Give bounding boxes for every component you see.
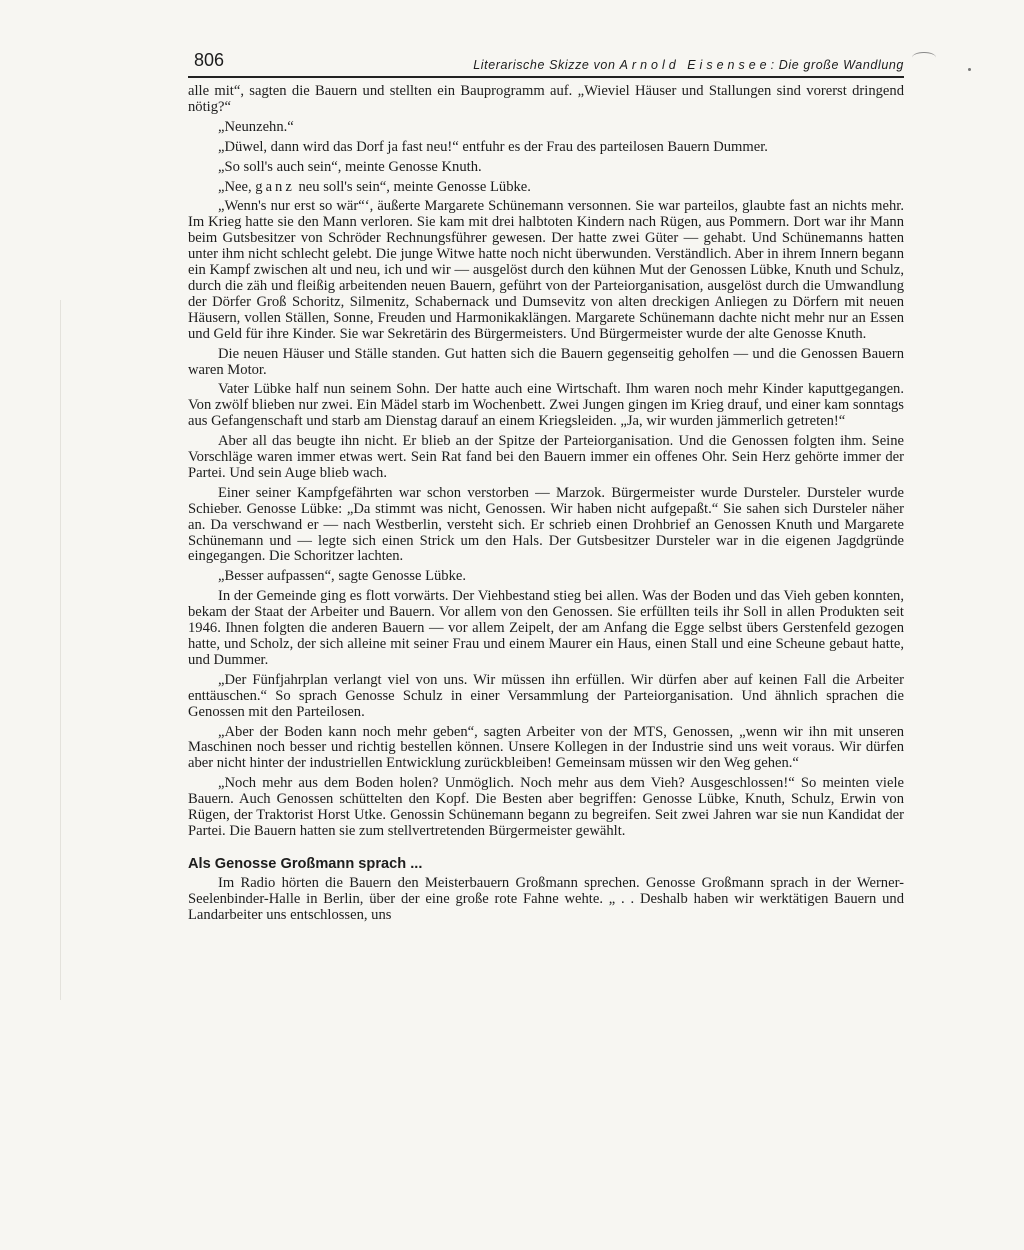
paragraph: „Neunzehn.“: [218, 118, 294, 135]
emphasized-word: ganz: [255, 178, 295, 195]
section-heading: Als Genosse Großmann sprach ...: [188, 855, 423, 872]
paragraph: Einer seiner Kampfgefährten war schon verstorben — Marzok. Bürgermeister wurde Dursteler. Dursteler wurde Schieber. Genosse Lübke: „Da stimmt was nicht, Genossen. Wir haben nicht aufgepaßt.“ Sie sahen sich Dursteler näher an. Da verschwand er — nach Westberlin, versteht sich. Er schrieb einen Drohbrief an Genossen Knuth und Margarete Schünemann und — legte sich einen Strick um den Hals. Der Gutsbesitzer Dursteler war in die eigenen Jagdgründe eingegangen. Die Schoritzer lachten.: [188, 484, 904, 565]
page-header: [188, 46, 904, 78]
paragraph: „Noch mehr aus dem Boden holen? Unmöglich. Noch mehr aus dem Vieh? Ausgeschlossen!“ So meinten viele Bauern. Auch Genossen schüttelten den Kopf. Die Besten aber begriffen: Genosse Lübke, Knuth, Schulz, Erwin von Rügen, der Traktorist Horst Utke. Genossin Schünemann begann zu begreifen. Seit zwei Jahren war sie nun Kandidat der Partei. Die Bauern hatten sie zum stellvertretenden Bürgermeister gewählt.: [188, 775, 904, 839]
running-title-suffix: : Die große Wandlung: [770, 58, 904, 72]
margin-shadow: [60, 300, 61, 1000]
paragraph: „Aber der Boden kann noch mehr geben“, sagten Arbeiter von der MTS, Genossen, „wenn wir ihn mit unseren Maschinen noch besser und richtig bestellen können. Unsere Kollegen in der Industrie sind uns weit voraus. Wir dürfen aber nicht hinter der industriellen Entwicklung zurückbleiben! Gemeinsam müssen wir den Weg gehen.“: [188, 723, 904, 772]
scan-speck: [968, 68, 971, 71]
running-title: [473, 58, 904, 72]
paragraph: alle mit“, sagten die Bauern und stellten ein Bauprogramm auf. „Wieviel Häuser und Stallungen sind vorerst dringend nötig?“: [188, 83, 904, 115]
paragraph: „Besser aufpassen“, sagte Genosse Lübke.: [218, 568, 467, 585]
document-page: [188, 46, 904, 928]
paragraph: Im Radio hörten die Bauern den Meisterbauern Großmann sprechen. Genosse Großmann sprach in der Werner-Seelenbinder-Halle in Berlin, über der eine große rote Fahne wehte. „ . . Deshalb haben wir werktätigen Bauern und Landarbeiter uns entschlossen, uns: [188, 874, 904, 923]
text-run: „Nee,: [218, 178, 256, 195]
text-run: neu soll's sein“, meinte Genosse Lübke.: [294, 178, 531, 195]
running-title-author: Arnold Eisensee: [619, 58, 771, 72]
paragraph: Vater Lübke half nun seinem Sohn. Der hatte auch eine Wirtschaft. Ihm waren noch mehr Kinder kaputtgegangen. Von zwölf blieben nur zwei. Ein Mädel starb im Wochenbett. Zwei Jungen gingen im Krieg drauf, und einer kam sonntags aus Gefangenschaft und starb am Dienstag darauf an einem Kriegsleiden. „Ja, wir wurden jämmerlich getreten!“: [188, 381, 904, 430]
paragraph: Die neuen Häuser und Ställe standen. Gut hatten sich die Bauern gegenseitig geholfen — und die Genossen Bauern waren Motor.: [188, 345, 904, 378]
paragraph: „Düwel, dann wird das Dorf ja fast neu!“ entfuhr es der Frau des parteilosen Bauern Dummer.: [218, 138, 768, 155]
paragraph: „Wenn's nur erst so wär“‘, äußerte Margarete Schünemann versonnen. Sie war parteilos, glaubte fast an nichts mehr. Im Krieg hatte sie den Mann verloren. Sie kam mit drei halbtoten Kindern nach Rügen, aus Pommern. Dort war ihr Mann beim Gutsbesitzer von Schröder Rechnungsführer gewesen. Der hatte zwei Güter — gehabt. Und Schünemanns hatten unter ihm nicht schlecht gelebt. Die junge Witwe hatte noch nicht überwunden. Verständlich. Aber in ihrem Innern begann ein Kampf zwischen alt und neu, ich und wir — ausgelöst durch den kühnen Mut der Genossen Lübke, Knuth und Schulz, durch die zäh und fleißig arbeitenden neuen Bauern, geführt von der Parteiorganisation, ausgelöst durch die Umwandlung der Dörfer Groß Schoritz, Silmenitz, Schabernack und Dumsevitz von alten dreckigen Anliegen zu Dörfern mit neuen Häusern, vollen Ställen, Sonne, Freuden und Harmonikaklängen. Margarete Schünemann dachte nicht mehr nur an Essen und Geld für ihre Kinder. Sie war Sekretärin des Bürgermeisters. Und Bürgermeister wurde der alte Genosse Knuth.: [188, 198, 904, 342]
paragraph: „So soll's auch sein“, meinte Genosse Knuth.: [218, 158, 482, 175]
corner-scan-mark: [912, 52, 936, 63]
paragraph: „Der Fünfjahrplan verlangt viel von uns. Wir müssen ihn erfüllen. Wir dürfen aber auf keinen Fall die Arbeiter enttäuschen.“ So sprach Genosse Schulz in einer Versammlung der Parteiorganisation. Und ähnlich sprachen die Genossen mit den Parteilosen.: [188, 671, 904, 720]
paragraph: Aber all das beugte ihn nicht. Er blieb an der Spitze der Parteiorganisation. Und die Genossen folgten ihm. Seine Vorschläge waren immer etwas wert. Sein Rat fand bei den Bauern immer ein offenes Ohr. Sein Herz gehörte immer der Partei. Und sein Auge blieb wach.: [188, 433, 904, 481]
paragraph: [188, 180, 904, 196]
running-title-prefix: Literarische Skizze von: [473, 58, 616, 72]
paragraph: In der Gemeinde ging es flott vorwärts. Der Viehbestand stieg bei allen. Was der Boden und das Vieh geben konnten, bekam der Staat der Arbeiter und Bauern. Vor allem von den Genossen. Sie erfüllten teils ihr Soll in allen Produkten seit 1946. Ihnen folgten die anderen Bauern — vor allem Zeipelt, der am Anfang die Egge selbst übers Gerstenfeld gezogen hatte, und Scholz, der sich alleine mit seiner Frau und einem Maurer ein Haus, einen Stall und eine Scheune gebaut hatte, und Dummer.: [188, 588, 904, 668]
body-text: [188, 84, 904, 924]
page-number: 806: [194, 50, 225, 70]
